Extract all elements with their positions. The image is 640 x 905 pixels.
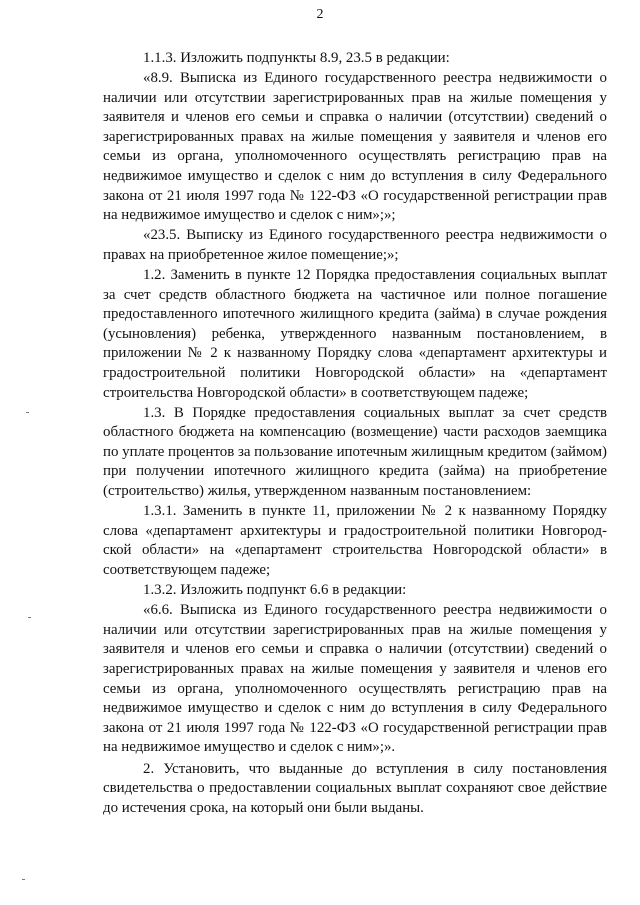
paragraph-1-1-3: 1.1.3. Изложить подпункты 8.9, 23.5 в редакции: [143,50,450,66]
document-body [103,49,607,819]
paragraph-1-2: 1.2. Заменить в пункте 12 Порядка предоставления социальных выплат за счет средств областного бюджета на частичное или полное погашение предоставленного ипотечного жилищного кредита (займа) в случае рождения (усыновления) ребенка, утвержденного названным постановлением, в приложении № 2 к названному Порядку слова «департамент архитектуры и градостроительной политики Новгородской области» на «департамент строительства Новгородской области» в соответствующем падеже; [103,267,607,401]
scan-margin-mark [22,879,25,880]
paragraph-23-5: «23.5. Выписку из Единого государственного реестра недвижимости о правах на приобретенное жилое помещение;»; [103,227,607,263]
page-number: 2 [316,7,324,22]
scan-margin-mark [28,617,31,618]
paragraph-2: 2. Установить, что выданные до вступления в силу постановления свидетельства о предоставлении социальных выплат сохраняют свое действие до истечения срока, на который они были выданы. [103,760,607,817]
paragraph-1-3-2: 1.3.2. Изложить подпункт 6.6 в редакции: [143,582,407,599]
paragraph-8-9: «8.9. Выписка из Единого государственного реестра недвижимости о наличии или отсутствии зарегистрированных прав на жилые помещения у заявителя и членов его семьи и справка о наличии (отсутствии) сведений о зарегистрированных правах на жилые помещения у заявителя и членов его семьи из органа, уполномоченного осуществлять регистрацию прав на недвижимое имущество и сделок с ним до вступления в силу Федерального закона от 21 июля 1997 года № 122-ФЗ «О государственной регистрации прав на недвижимое имущество и сделок с ним»;»; [103,70,607,224]
paragraph-6-6: «6.6. Выписка из Единого государственного реестра недвижимости о наличии или отсутствии зарегистрированных прав на жилые помещения у заявителя и членов его семьи и справка о наличии (отсутствии) сведений о зарегистрированных правах на жилые помещения у заявителя и членов его семьи из органа, уполномоченного осуществлять регистрацию прав на недвижимое имущество и сделок с ним до вступления в силу Федерального закона от 21 июля 1997 года № 122-ФЗ «О государственной регистрации прав на недвижимое имущество и сделок с ним»;». [103,602,607,756]
paragraph-1-3: 1.3. В Порядке предоставления социальных выплат за счет средств областного бюджета на компенсацию (возмещение) части расходов заемщика по уплате процентов за пользование ипотечным жилищным кредитом (займом) при получении ипотечного жилищного кредита (займа) на приобретение (строительство) жилья, утвержденном названным постановлением: [103,404,607,500]
scan-margin-mark [26,412,29,413]
paragraph-1-3-1: 1.3.1. Заменить в пункте 11, приложении № 2 к названному Порядку слова «департамент архитектуры и градостроительной политики Новгородской области» на «департамент строительства Новгородской области» в соответствующем падеже; [103,503,607,578]
